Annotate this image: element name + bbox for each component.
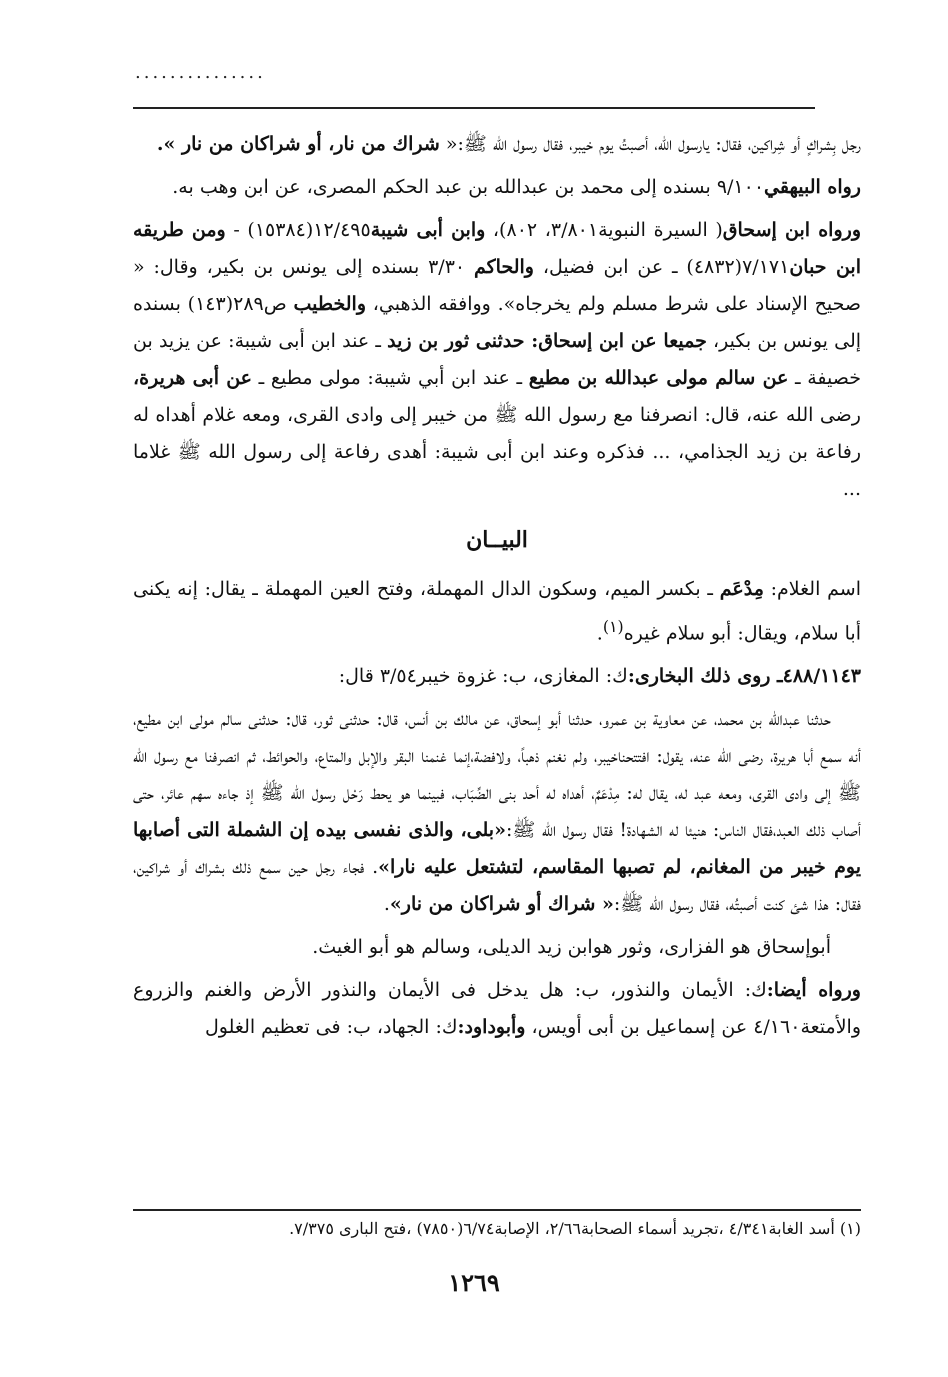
- p3-text-j: ص٢٨٩(١٤٣) بسنده إلى يونس بن بكير،: [133, 293, 862, 352]
- p3-text-f: ٧/١٧١(٤٨٣٢) ـ عن ابن فضيل،: [533, 256, 790, 278]
- footnote-ref: (١): [602, 617, 624, 636]
- section-heading: البيــان: [466, 527, 528, 553]
- p4-text-a: اسم الغلام:: [763, 578, 861, 600]
- p1-text: رجل بِشراكٍ أو شِراكين، فقال: يارسول الله، أصبتُ يوم خيبر، فقال رسول الله ﷺ:«: [439, 133, 861, 155]
- footnote-rule: [133, 1209, 861, 1211]
- paragraph-1: [133, 126, 861, 163]
- header-rule: [133, 107, 815, 109]
- p3-bold-m: عن سالم مولى عبدالله بن مطيع: [528, 367, 789, 389]
- paragraph-8: [133, 972, 861, 1046]
- p3-bold-c: وابن أبى شيبة: [370, 219, 486, 241]
- p3-text-l: ـ عند ابن أبى شيبة: عن يزيد بن خصيفة ـ: [133, 330, 861, 389]
- p6-bold-d: « شراك أو شراكان من نار»: [389, 893, 614, 916]
- p5-text: ك: المغازى، ب: غزوة خيبر٣/٥٤ قال:: [338, 665, 628, 688]
- footnote: (١) أسد الغابة٤/٣٤١ ،تجريد أسماء الصحابة٢/٦٦، الإصابة٦/٧٤(٧٨٥٠) ،فتح البارى ٧/٣٧٥.: [289, 1219, 861, 1238]
- p8-text-b: ك: الأيمان والنذور، ب: هل يدخل فى الأيمان والنذور الأرض والغنم والزروع والأمتعة٤/١٦٠ عن إسماعيل بن أبى أويس،: [133, 979, 861, 1039]
- p3-bold-a: ورواه ابن إسحاق: [722, 219, 861, 241]
- p3-text-b: ( السيرة النبوية٣/٨٠١، ٨٠٢)،: [485, 219, 723, 241]
- p8-bold-c: وأبوداود:: [457, 1016, 526, 1039]
- p8-text-d: ك: الجهاد، ب: فى تعظيم الغلول: [205, 1016, 458, 1039]
- paragraph-5: [133, 658, 861, 695]
- p8-bold-a: ورواه أيضا:: [766, 979, 861, 1002]
- p2-text: ٩/١٠٠ بسنده إلى محمد بن عبدالله بن عبد الحكم المصرى، عن ابن وهب به.: [172, 176, 765, 198]
- paragraph-7: أبوإسحاق هو الفزارى، وثور هوابن زيد الديلى، وسالم هو أبو الغيث.: [312, 936, 831, 959]
- paragraph-3: [133, 212, 861, 508]
- p4-text-c: ـ بكسر الميم، وسكون الدال المهملة، وفتح العين المهملة ـ يقال: إنه يكنى أبا سلام، ويقال: أبو سلام غيره: [133, 578, 861, 645]
- p3-text-p: رضى الله عنه، قال: انصرفنا مع رسول الله ﷺ من خيبر إلى وادى القرى، ومعه غلام أهداه له رفاعة بن زيد الجذامي، ... فذكره وعند ابن أبى شيبة: أهدى رفاعة إلى رسول الله ﷺ غلاما ...: [133, 404, 861, 500]
- p3-bold-k: جميعا عن ابن إسحاق: حدثنى ثور بن زيد: [387, 330, 707, 352]
- header-dots: ...............: [135, 62, 266, 83]
- p3-text-n: ـ عند ابن أبي شيبة: مولى مطيع ـ: [252, 367, 529, 389]
- p6-bold-b: «بلى، والذى نفسى بيده إن الشملة التى أصابها يوم خيبر من المغانم، لم تصبها المقاسم، لتشتعل عليه نارا»: [133, 819, 861, 879]
- paragraph-4: [133, 571, 861, 652]
- p3-bold-g: والحاكم: [473, 256, 534, 278]
- page-number: ١٢٦٩: [448, 1268, 500, 1297]
- p6-text-e: .: [383, 893, 390, 916]
- p3-bold-o: عن أبى هريرة،: [133, 367, 253, 389]
- p3-text-d: ١٢/٤٩٥(١٥٣٨٤) -: [225, 219, 371, 241]
- p6-text-c: . فجاء رجل حين سمع ذلك بشراك أو شراكين، فقال: هذا شئ كنت أصبتُه، فقال رسول الله ﷺ:: [133, 856, 861, 916]
- p3-bold-e: ومن طريقه ابن حبان: [133, 219, 861, 278]
- paragraph-6: [133, 701, 861, 923]
- p4-bold-b: مِدْعَم: [719, 578, 764, 600]
- p3-text-h: ٣/٣٠ بسنده إلى يونس بن بكير، وقال: « صحيح الإسناد على شرط مسلم ولم يخرجاه». ووافقه الذهبي،: [133, 256, 861, 315]
- main-text: [133, 126, 861, 1052]
- p1-bold: شراك من نار، أو شراكان من نار ».: [156, 133, 440, 155]
- p4-text-d: .: [596, 622, 603, 645]
- p2-bold: رواه البيهقي: [764, 176, 861, 198]
- p3-bold-i: والخطيب: [293, 293, 366, 315]
- paragraph-2: [133, 169, 861, 206]
- p6-text-a: حدثنا عبدالله بن محمد، عن معاوية بن عمرو، حدثنا أبو إسحاق، عن مالك بن أنس، قال: حدثنى ثور، قال: حدثنى سالم مولى ابن مطيع، أنه سمع أبا هريرة، رضى الله عنه، يقول: افتتحناخيبر، ولم نغنم ذهباً، ولافضة،إنما غنمنا البقر والإبل والمتاع، والحوائط، ثم انصرفنا مع رسول الله ﷺ إلى وادى القرى، ومعه عبد له، يقال له: مِدْعَمٌ، أهداه له أحد بنى الضِّبَاب، فبينما هو يحط رَحْل رسول الله ﷺ إذ جاءه سهم عائر، حتى أصاب ذلك العبد،فقال الناس: هنيئا له الشهادة! فقال رسول الله ﷺ:: [133, 708, 861, 842]
- hadith-number: ٤٨٨/١١٤٣ـ روى ذلك البخارى:: [627, 665, 861, 688]
